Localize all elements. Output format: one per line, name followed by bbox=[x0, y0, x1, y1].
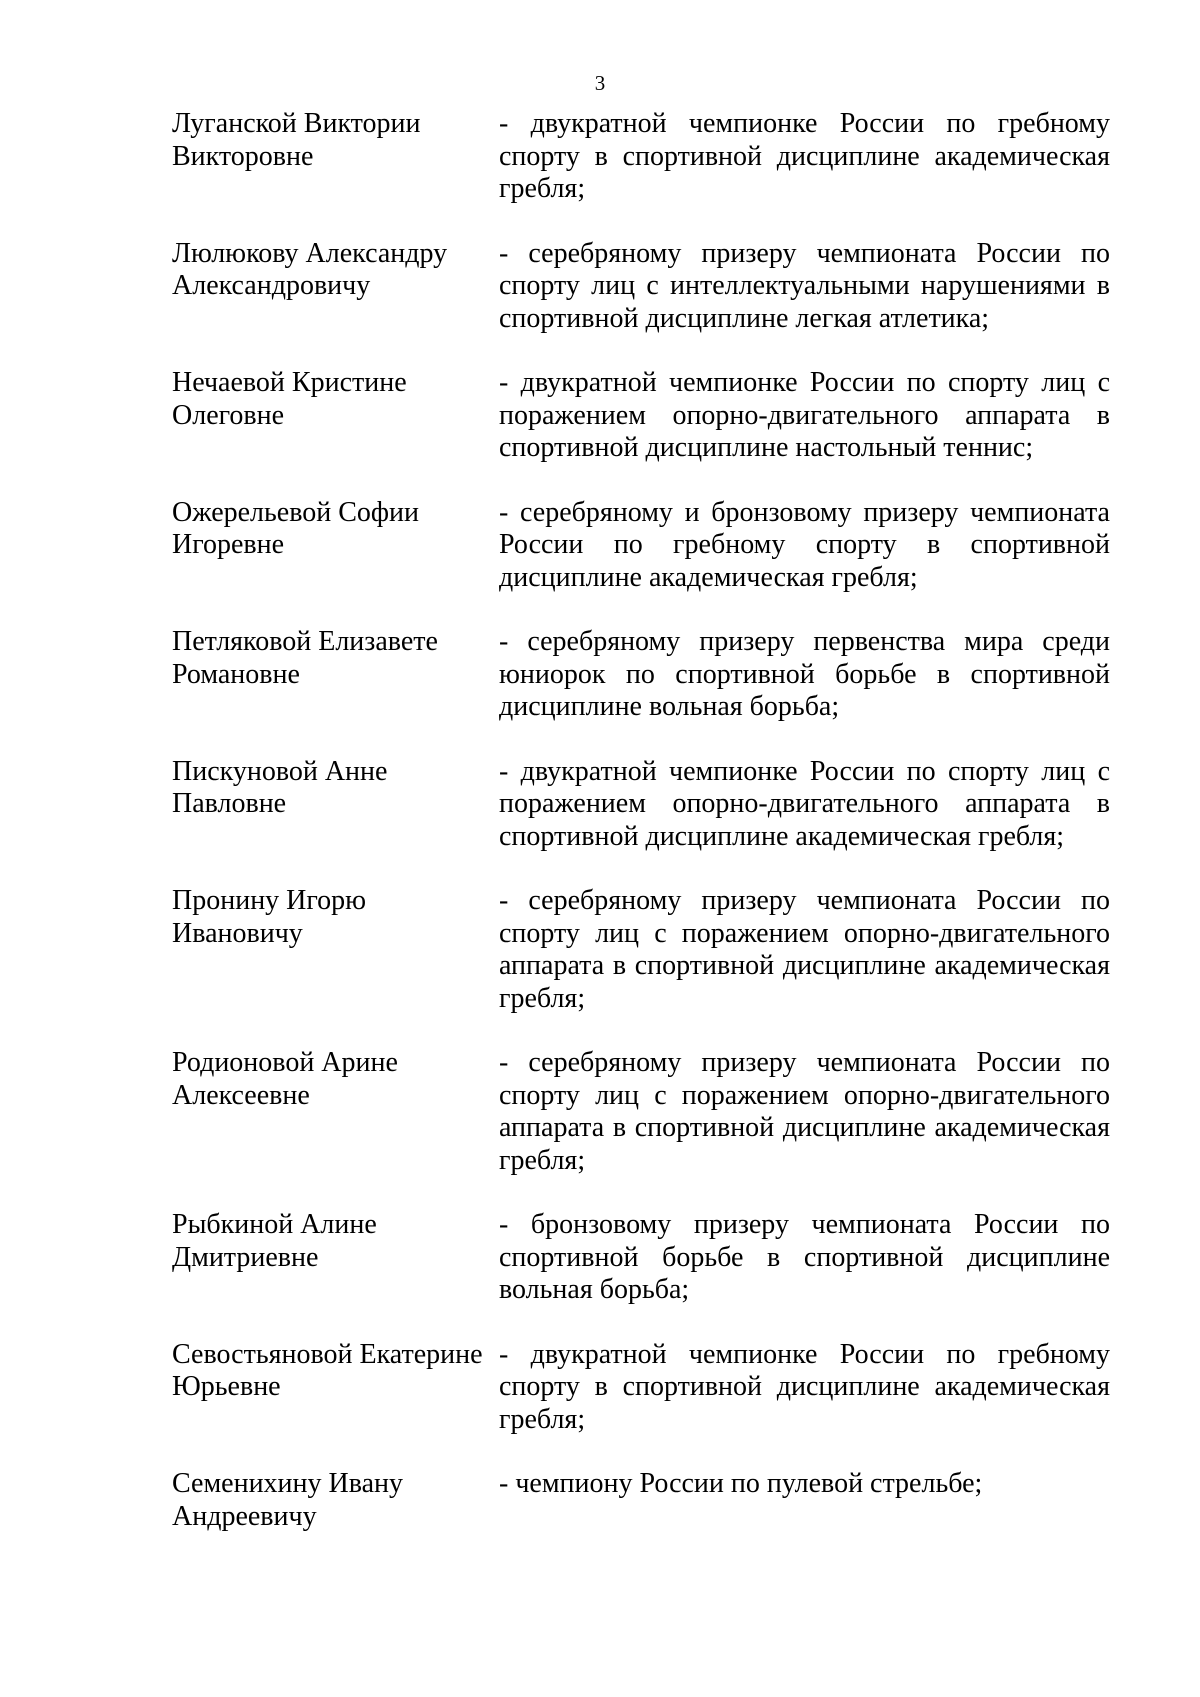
award-entry bbox=[172, 756, 1110, 854]
award-description: - серебряному призеру чемпионата России по спорту лиц с поражением опорно-двигательного аппарата в спортивной дисциплине академическая гребля; bbox=[499, 1047, 1110, 1176]
award-list bbox=[172, 108, 1110, 1533]
award-entry bbox=[172, 626, 1110, 724]
award-entry bbox=[172, 238, 1110, 336]
award-entry bbox=[172, 367, 1110, 465]
award-description: - двукратной чемпионке России по спорту лиц с поражением опорно-двигательного аппарата в спортивной дисциплине академическая гребля; bbox=[499, 755, 1110, 852]
recipient-name: Петляковой Елизавете Романовне bbox=[172, 626, 438, 690]
award-description: - бронзовому призеру чемпионата России по спортивной борьбе в спортивной дисциплине вольная борьба; bbox=[499, 1209, 1110, 1305]
recipient-name: Ожерельевой Софии Игоревне bbox=[172, 496, 420, 560]
recipient-name: Пискуновой Анне Павловне bbox=[172, 755, 388, 819]
award-entry bbox=[172, 1339, 1110, 1437]
recipient-name: Луганской Виктории Викторовне bbox=[172, 108, 421, 172]
recipient-name: Севостьяновой Екатерине Юрьевне bbox=[172, 1338, 483, 1402]
award-entry bbox=[172, 1209, 1110, 1307]
recipient-name: Рыбкиной Алине Дмитриевне bbox=[172, 1209, 377, 1273]
award-description: - серебряному призеру чемпионата России по спорту лиц с интеллектуальными нарушениями в спортивной дисциплине легкая атлетика; bbox=[499, 237, 1110, 334]
recipient-name: Люлюкову Александру Александровичу bbox=[172, 237, 448, 301]
award-description: - серебряному призеру чемпионата России по спорту лиц с поражением опорно-двигательного аппарата в спортивной дисциплине академическая гребля; bbox=[499, 885, 1110, 1014]
award-entry bbox=[172, 885, 1110, 1015]
award-description: - чемпиону России по пулевой стрельбе; bbox=[499, 1468, 983, 1499]
award-description: - двукратной чемпионке России по гребному спорту в спортивной дисциплине академическая гребля; bbox=[499, 1338, 1110, 1435]
page-number: 3 bbox=[594, 71, 606, 95]
recipient-name: Пронину Игорю Ивановичу bbox=[172, 885, 367, 949]
award-description: - серебряному и бронзовому призеру чемпионата России по гребному спорту в спортивной дисциплине академическая гребля; bbox=[499, 496, 1110, 593]
recipient-name: Семенихину Ивану Андреевичу bbox=[172, 1468, 404, 1532]
award-entry bbox=[172, 1047, 1110, 1177]
award-entry bbox=[172, 108, 1110, 206]
award-description: - серебряному призеру первенства мира среди юниорок по спортивной борьбе в спортивной дисциплине вольная борьба; bbox=[499, 626, 1110, 722]
award-entry bbox=[172, 497, 1110, 595]
award-description: - двукратной чемпионке России по спорту лиц с поражением опорно-двигательного аппарата в спортивной дисциплине настольный теннис; bbox=[499, 367, 1110, 463]
award-description: - двукратной чемпионке России по гребному спорту в спортивной дисциплине академическая гребля; bbox=[499, 108, 1110, 204]
award-entry bbox=[172, 1468, 1110, 1533]
recipient-name: Родионовой Арине Алексеевне bbox=[172, 1047, 398, 1111]
recipient-name: Нечаевой Кристине Олеговне bbox=[172, 367, 407, 431]
